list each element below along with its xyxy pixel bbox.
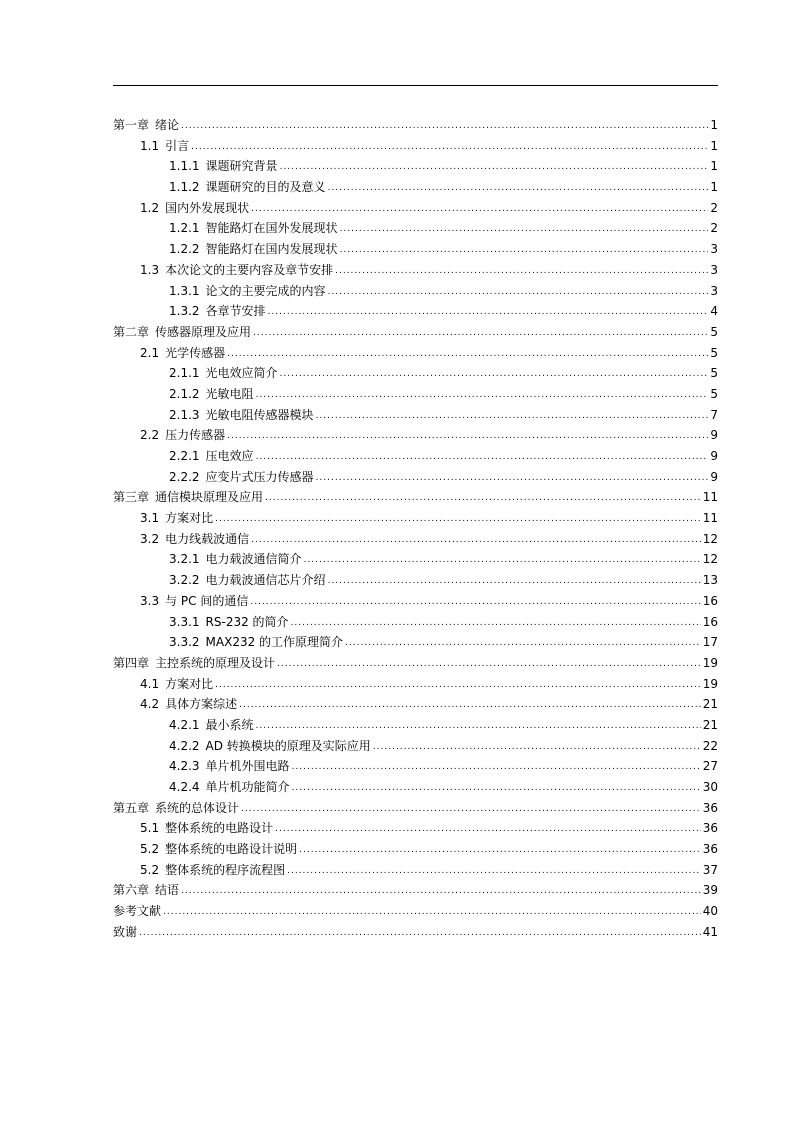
toc-dot-leader (251, 530, 701, 551)
toc-dot-leader (335, 261, 708, 282)
toc-dot-leader (340, 219, 709, 240)
toc-entry-number: 3.3 (140, 593, 160, 608)
toc-entry[interactable] (113, 467, 718, 488)
toc-dot-leader (241, 799, 701, 820)
toc-entry-title: 传感器原理及应用 (155, 324, 252, 339)
toc-page-number: 11 (702, 490, 718, 505)
toc-entry-title: 整体系统的电路设计说明 (165, 842, 298, 857)
toc-entry-title: 参考文献 (113, 904, 162, 919)
toc-entry-number: 4.2.1 (169, 717, 200, 732)
toc-entry-title: 最小系统 (205, 717, 254, 732)
toc-entry-number: 2.2 (140, 428, 160, 443)
toc-page-number: 5 (710, 324, 718, 339)
toc-entry[interactable] (113, 508, 718, 529)
toc-dot-leader (280, 364, 709, 385)
toc-dot-leader (292, 778, 701, 799)
toc-dot-leader (256, 447, 709, 468)
toc-entry[interactable] (113, 405, 718, 426)
toc-entry[interactable] (113, 529, 718, 550)
toc-dot-leader (373, 737, 701, 758)
toc-dot-leader (139, 923, 701, 944)
toc-entry[interactable] (113, 880, 718, 901)
toc-entry-number: 4.2 (140, 697, 160, 712)
toc-page-number: 37 (702, 862, 718, 877)
toc-entry[interactable] (113, 901, 718, 922)
toc-page-number: 16 (702, 593, 718, 608)
toc-page-number: 21 (702, 697, 718, 712)
toc-entry-title: 致谢 (113, 924, 138, 939)
toc-entry-number: 2.2.1 (169, 449, 200, 463)
toc-dot-leader (316, 406, 709, 427)
toc-entry[interactable] (113, 591, 718, 612)
toc-entry[interactable] (113, 239, 718, 260)
toc-entry-number: 第三章 (113, 490, 150, 505)
toc-entry[interactable] (113, 777, 718, 798)
toc-dot-leader (340, 240, 709, 261)
toc-entry-title: 电力线载波通信 (165, 531, 250, 546)
toc-entry-title: 与 PC 间的通信 (165, 593, 249, 608)
toc-entry[interactable] (113, 115, 718, 136)
toc-entry-title: 光敏电阻 (205, 386, 254, 401)
toc-page-number: 4 (710, 304, 718, 319)
toc-entry-title: 压力传感器 (165, 428, 226, 443)
toc-entry-number: 1.3.2 (169, 304, 200, 319)
toc-entry[interactable] (113, 487, 718, 508)
toc-page-number: 2 (710, 221, 718, 236)
toc-page-number: 30 (702, 780, 718, 794)
toc-page-number: 3 (710, 283, 718, 298)
toc-entry-number: 1.2.2 (169, 242, 200, 257)
toc-entry-title: 单片机功能简介 (205, 780, 290, 794)
toc-entry-title: 通信模块原理及应用 (155, 490, 264, 505)
toc-entry-title: 课题研究背景 (205, 159, 278, 174)
toc-entry-title: 引言 (165, 138, 190, 153)
toc-entry-number: 第六章 (113, 883, 150, 898)
toc-dot-leader (181, 881, 701, 902)
toc-entry-number: 1.3 (140, 262, 160, 277)
toc-entry-title: 方案对比 (165, 676, 214, 691)
toc-entry-number: 2.1.2 (169, 386, 200, 401)
toc-entry-number: 第一章 (113, 118, 150, 132)
toc-dot-leader (215, 509, 701, 530)
toc-entry-number: 1.1.1 (169, 159, 200, 174)
toc-dot-leader (277, 654, 701, 675)
toc-page-number: 12 (702, 552, 718, 567)
toc-entry[interactable] (113, 653, 718, 674)
toc-page-number: 36 (702, 842, 718, 857)
toc-page-number: 1 (710, 118, 718, 132)
toc-entry-title: 整体系统的电路设计 (165, 821, 274, 836)
toc-entry-title: 各章节安排 (205, 304, 266, 319)
toc-entry-title: 国内外发展现状 (165, 200, 250, 215)
toc-page-number: 36 (702, 821, 718, 836)
toc-entry[interactable] (113, 798, 718, 819)
toc-page-number: 9 (710, 428, 718, 443)
header-rule (113, 85, 718, 86)
toc-entry[interactable] (113, 612, 718, 633)
toc-dot-leader (215, 675, 701, 696)
toc-entry-number: 5.2 (140, 842, 160, 857)
toc-page-number: 3 (710, 242, 718, 257)
toc-entry[interactable] (113, 156, 718, 177)
toc-entry-number: 1.1 (140, 138, 160, 153)
toc-entry-title: 论文的主要完成的内容 (205, 283, 326, 298)
toc-entry-title: 电力载波通信简介 (205, 552, 302, 567)
toc-entry-number: 1.2.1 (169, 221, 200, 236)
toc-entry[interactable] (113, 860, 718, 881)
toc-entry[interactable] (113, 363, 718, 384)
toc-dot-leader (328, 571, 701, 592)
toc-page-number: 39 (702, 883, 718, 898)
toc-dot-leader (304, 550, 701, 571)
toc-entry-title: 应变片式压力传感器 (205, 469, 314, 484)
toc-entry[interactable] (113, 736, 718, 757)
toc-entry-number: 5.2 (140, 862, 160, 877)
toc-page-number: 7 (710, 407, 718, 422)
toc-entry-title: 本次论文的主要内容及章节安排 (165, 262, 334, 277)
toc-dot-leader (292, 757, 701, 778)
toc-entry-number: 3.3.1 (169, 614, 200, 629)
toc-page-number: 5 (710, 366, 718, 381)
toc-entry-title: 电力载波通信芯片介绍 (205, 573, 326, 588)
toc-dot-leader (256, 716, 701, 737)
toc-entry[interactable] (113, 694, 718, 715)
toc-page-number: 13 (702, 573, 718, 588)
toc-page-number: 16 (702, 614, 718, 629)
toc-entry-title: 单片机外围电路 (205, 759, 290, 774)
toc-dot-leader (250, 592, 700, 613)
toc-entry-title: 方案对比 (165, 511, 214, 526)
toc-page-number: 36 (702, 800, 718, 815)
toc-page-number: 1 (710, 138, 718, 153)
toc-page-number: 3 (710, 262, 718, 277)
toc-entry[interactable] (113, 322, 718, 343)
toc-page-number: 17 (702, 635, 718, 650)
toc-entry-title: MAX232 的工作原理简介 (205, 635, 344, 650)
toc-entry-title: 光敏电阻传感器模块 (205, 407, 314, 422)
toc-dot-leader (316, 468, 709, 489)
toc-entry-number: 3.2.2 (169, 573, 200, 588)
toc-dot-leader (299, 840, 701, 861)
toc-entry-number: 3.2.1 (169, 552, 200, 567)
toc-entry-title: 光学传感器 (165, 345, 226, 360)
toc-entry[interactable] (113, 549, 718, 570)
toc-dot-leader (287, 861, 701, 882)
toc-dot-leader (345, 633, 701, 654)
toc-entry[interactable] (113, 177, 718, 198)
toc-entry-number: 4.2.3 (169, 759, 200, 774)
toc-entry[interactable] (113, 343, 718, 364)
toc-entry-title: 结语 (155, 883, 180, 898)
toc-dot-leader (251, 199, 708, 220)
toc-entry[interactable] (113, 218, 718, 239)
toc-entry[interactable] (113, 632, 718, 653)
toc-entry[interactable] (113, 715, 718, 736)
toc-entry-title: 系统的总体设计 (155, 800, 240, 815)
toc-entry-number: 3.1 (140, 511, 160, 526)
toc-entry[interactable] (113, 384, 718, 405)
toc-entry[interactable] (113, 425, 718, 446)
toc-dot-leader (265, 488, 701, 509)
toc-entry[interactable] (113, 674, 718, 695)
toc-entry-number: 2.1.1 (169, 366, 200, 381)
toc-entry[interactable] (113, 136, 718, 157)
toc-dot-leader (181, 116, 708, 137)
toc-entry[interactable] (113, 839, 718, 860)
toc-entry-number: 4.2.2 (169, 738, 200, 753)
toc-page-number: 5 (710, 386, 718, 401)
toc-dot-leader (191, 137, 708, 158)
toc-page-number: 27 (702, 759, 718, 774)
toc-entry-number: 5.1 (140, 821, 160, 836)
toc-entry-number: 2.1 (140, 345, 160, 360)
toc-entry-number: 2.2.2 (169, 469, 200, 484)
toc-page-number: 12 (702, 531, 718, 546)
toc-entry-title: 智能路灯在国内发展现状 (205, 242, 338, 257)
toc-entry-number: 4.1 (140, 676, 160, 691)
toc-page-number: 40 (702, 904, 718, 919)
toc-entry[interactable] (113, 922, 718, 943)
toc-entry-number: 3.3.2 (169, 635, 200, 650)
toc-page-number: 1 (710, 159, 718, 174)
toc-entry-number: 第二章 (113, 324, 150, 339)
toc-entry-title: 课题研究的目的及意义 (205, 180, 326, 195)
toc-entry-number: 1.3.1 (169, 283, 200, 298)
toc-entry-title: 具体方案综述 (165, 697, 238, 712)
toc-dot-leader (275, 819, 701, 840)
toc-page-number: 1 (710, 180, 718, 195)
toc-entry[interactable] (113, 446, 718, 467)
toc-page-number: 22 (702, 738, 718, 753)
toc-entry[interactable] (113, 260, 718, 281)
toc-page-number: 21 (702, 717, 718, 732)
toc-entry-title: 光电效应简介 (205, 366, 278, 381)
toc-dot-leader (328, 282, 709, 303)
toc-dot-leader (253, 323, 708, 344)
toc-page-number: 19 (702, 655, 718, 670)
toc-entry[interactable] (113, 281, 718, 302)
toc-dot-leader (227, 426, 708, 447)
toc-dot-leader (280, 157, 709, 178)
toc-dot-leader (256, 385, 709, 406)
toc-entry[interactable] (113, 198, 718, 219)
toc-entry-number: 3.2 (140, 531, 160, 546)
toc-entry-number: 1.2 (140, 200, 160, 215)
toc-entry-number: 第五章 (113, 800, 150, 815)
toc-entry[interactable] (113, 756, 718, 777)
table-of-contents (113, 115, 718, 943)
toc-entry[interactable] (113, 301, 718, 322)
toc-dot-leader (268, 302, 709, 323)
toc-entry-title: 绪论 (155, 118, 180, 132)
toc-page-number: 2 (710, 200, 718, 215)
toc-dot-leader (291, 613, 701, 634)
toc-dot-leader (239, 695, 701, 716)
toc-entry-number: 2.1.3 (169, 407, 200, 422)
toc-page-number: 11 (702, 511, 718, 526)
toc-page-number: 5 (710, 345, 718, 360)
toc-entry-title: RS-232 的简介 (205, 614, 289, 629)
toc-entry-number: 第四章 (113, 655, 150, 670)
toc-page-number: 19 (702, 676, 718, 691)
toc-page-number: 41 (702, 924, 718, 939)
toc-entry-title: 主控系统的原理及设计 (155, 655, 276, 670)
toc-page-number: 9 (710, 449, 718, 463)
toc-dot-leader (163, 902, 701, 923)
toc-entry[interactable] (113, 570, 718, 591)
toc-entry-title: AD 转换模块的原理及实际应用 (205, 738, 371, 753)
toc-entry-title: 智能路灯在国外发展现状 (205, 221, 338, 236)
toc-entry-title: 整体系统的程序流程图 (165, 862, 286, 877)
toc-entry-number: 4.2.4 (169, 780, 200, 794)
toc-dot-leader (328, 178, 709, 199)
toc-page-number: 9 (710, 469, 718, 484)
toc-entry[interactable] (113, 818, 718, 839)
toc-dot-leader (227, 344, 708, 365)
toc-entry-title: 压电效应 (205, 449, 254, 463)
toc-entry-number: 1.1.2 (169, 180, 200, 195)
